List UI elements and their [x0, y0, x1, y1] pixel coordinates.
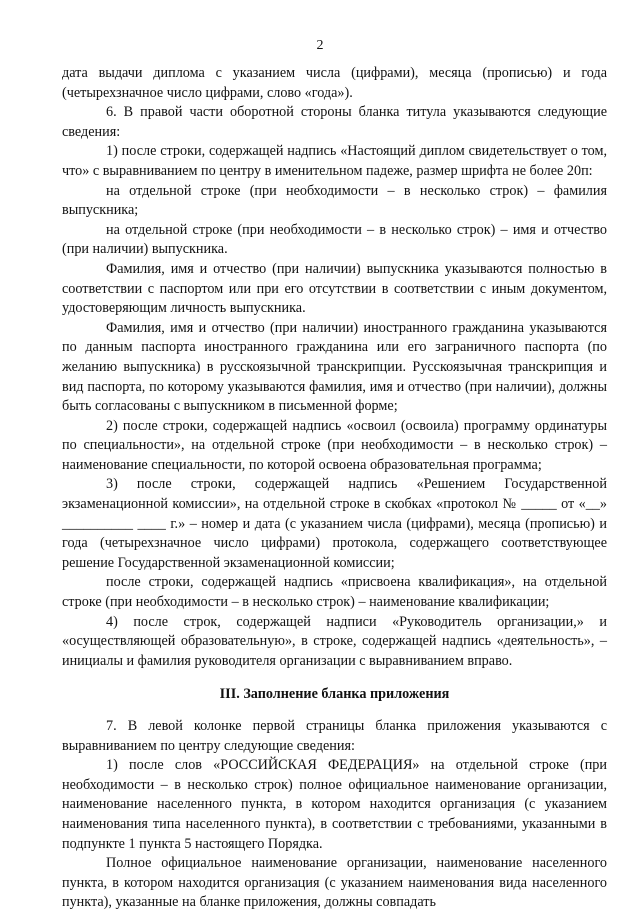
paragraph: дата выдачи диплома с указанием числа (цифрами), месяца (прописью) и года (четырехзначное число цифрами, слово «года»).	[62, 65, 607, 101]
paragraph: Фамилия, имя и отчество (при наличии) иностранного гражданина указываются по данным паспорта иностранного гражданина или его заграничного паспорта (по желанию выпускника) в русскоязычной транскрипции. Русскоязычная транскрипция и вид паспорта, по которому указываются фамилия, имя и отчество (при наличии), должны быть согласованы с выпускником в письменной форме;	[62, 319, 607, 415]
paragraph: 3) после строки, содержащей надпись «Решением Государственной экзаменационной комиссии», на отдельной строке в скобках «протокол № _____ от «__» __________ ____ г.» – номер и дата (с указанием числа (цифрами), месяца (прописью) и года (четырехзначное число цифрами) протокола, содержащего соответствующее решение Государственной экзаменационной комиссии;	[62, 476, 607, 571]
paragraph: Фамилия, имя и отчество (при наличии) выпускника указываются полностью в соответствии с паспортом или при его отсутствии в соответствии с иным документом, удостоверяющим личность выпускника.	[62, 260, 607, 317]
paragraph: после строки, содержащей надпись «присвоена квалификация», на отдельной строке (при необходимости – в несколько строк) – наименование квалификации;	[62, 574, 607, 611]
section-heading: III. Заполнение бланка приложения	[219, 686, 450, 703]
paragraph: 2) после строки, содержащей надпись «освоил (освоила) программу ординатуры по специальности», на отдельной строке (при необходимости – в несколько строк) – наименование специальности, по которой освоена образовательная программа;	[62, 417, 607, 473]
paragraph: 6. В правой части оборотной стороны бланка титула указываются следующие сведения:	[62, 104, 607, 140]
page-number: 2	[316, 38, 324, 53]
paragraph: 4) после строк, содержащей надписи «Руководитель организации,» и «осуществляющей образовательную», в строке, содержащей надпись «деятельность», – инициалы и фамилия руководителя организации с выравниванием вправо.	[62, 613, 607, 669]
paragraph: 1) после строки, содержащей надпись «Настоящий диплом свидетельствует о том, что» с выравниванием по центру в именительном падеже, размер шрифта не более 20п:	[62, 143, 607, 179]
paragraph: 7. В левой колонке первой страницы бланка приложения указываются с выравниванием по центру следующие сведения:	[62, 718, 607, 754]
paragraph: 1) после слов «РОССИЙСКАЯ ФЕДЕРАЦИЯ» на отдельной строке (при необходимости – в несколько строк) полное официальное наименование организации, наименование населенного пункта, в котором находится организация (с указанием наименования типа населенного пункта), в соответствии с требованиями, указанными в подпункте 1 пункта 5 настоящего Порядка.	[62, 757, 607, 852]
paragraph: на отдельной строке (при необходимости – в несколько строк) – фамилия выпускника;	[62, 182, 607, 219]
paragraph: Полное официальное наименование организации, наименование населенного пункта, в котором находится организация (с указанием наименования вида населенного пункта), указанные на бланке приложения, должны совпадать	[62, 855, 607, 911]
document-body	[62, 64, 607, 913]
paragraph: на отдельной строке (при необходимости – в несколько строк) – имя и отчество (при наличии) выпускника.	[62, 221, 607, 258]
